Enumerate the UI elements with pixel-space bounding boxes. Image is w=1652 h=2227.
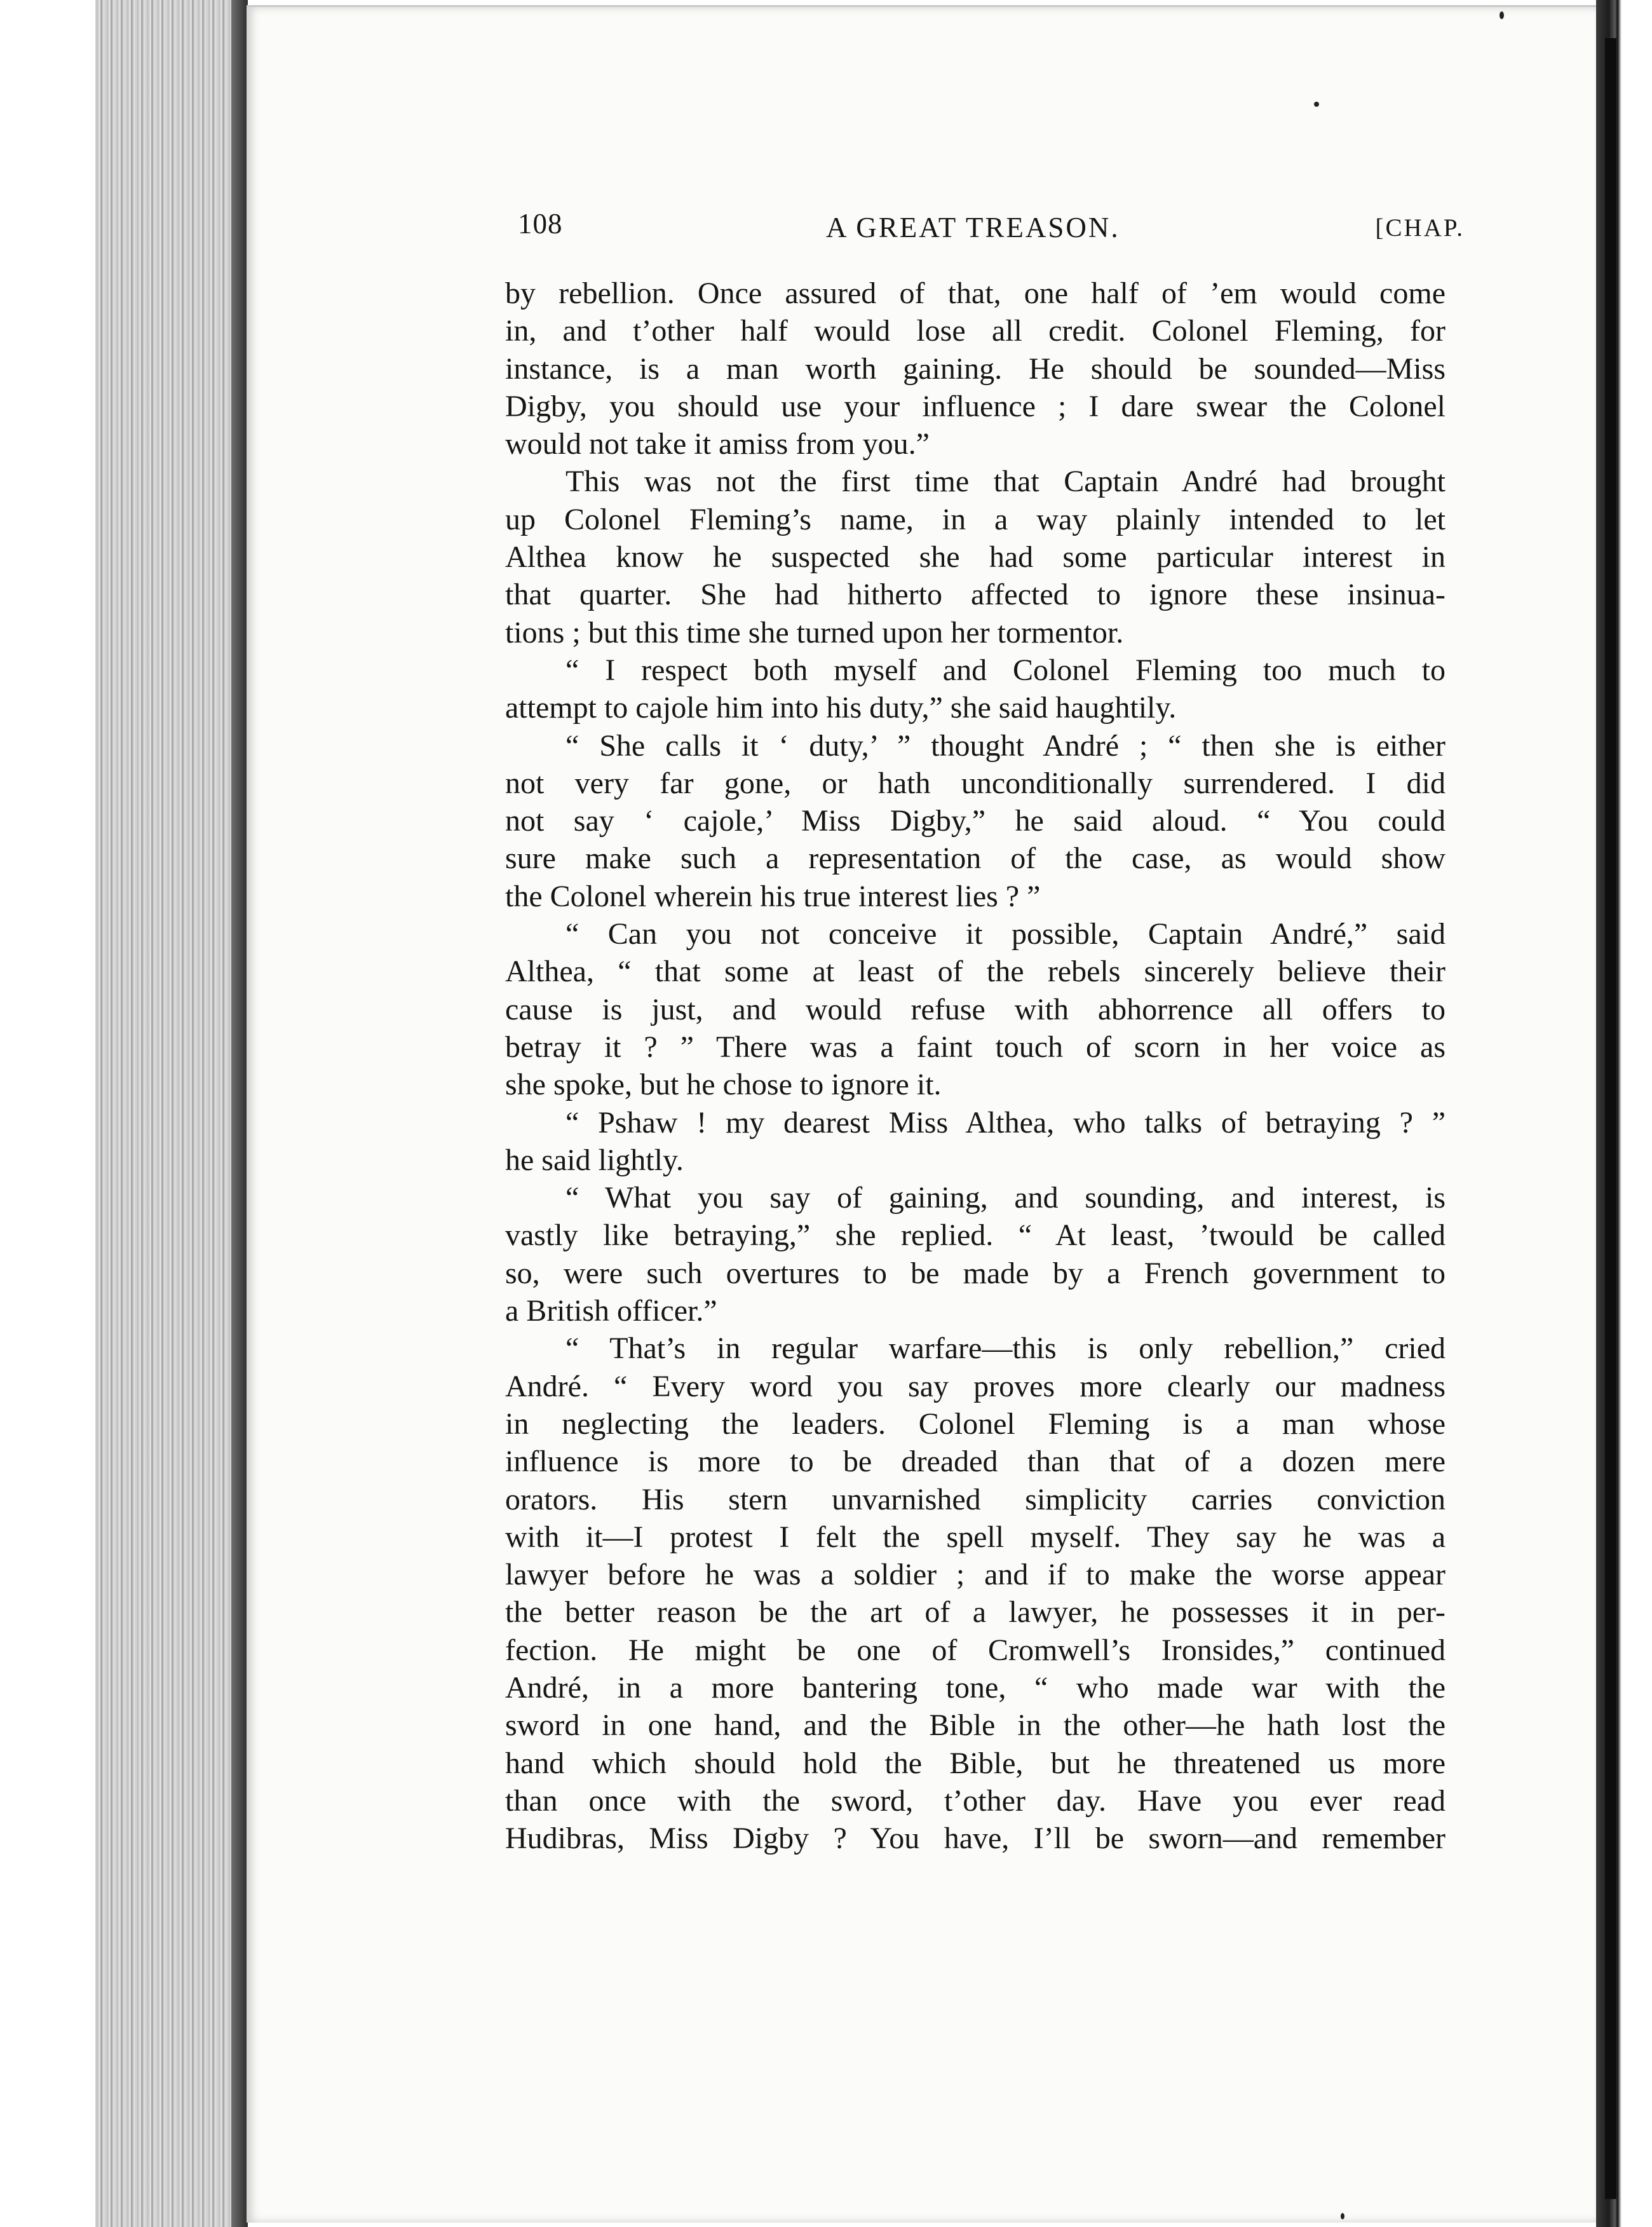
text-line: not say ‘ cajole,’ Miss Digby,” he said aloud. “ You could (505, 804, 1446, 838)
text-line: fection. He might be one of Cromwell’s Ironsides,” continued (505, 1633, 1446, 1667)
text-line: the Colonel wherein his true interest lies ? ” (505, 879, 1041, 913)
text-line: lawyer before he was a soldier ; and if to make the worse appear (505, 1558, 1446, 1592)
scan-speck (1500, 11, 1504, 19)
text-line: sword in one hand, and the Bible in the other—he hath lost the (505, 1708, 1446, 1743)
running-head (518, 202, 1465, 253)
text-line: cause is just, and would refuse with abhorrence all offers to (505, 992, 1446, 1026)
text-line: “ That’s in regular warfare—this is only rebellion,” cried (565, 1331, 1446, 1366)
chapter-abbreviation: [CHAP. (1375, 214, 1465, 242)
text-line: “ Can you not conceive it possible, Captain André,” said (565, 917, 1446, 951)
text-line: attempt to cajole him into his duty,” she said haughtily. (505, 691, 1177, 725)
text-line: vastly like betraying,” she replied. “ At least, ’twould be called (505, 1218, 1446, 1253)
text-line: by rebellion. Once assured of that, one half of ’em would come (505, 276, 1446, 310)
text-line: André, in a more bantering tone, “ who made war with the (505, 1670, 1446, 1705)
text-line: “ Pshaw ! my dearest Miss Althea, who talks of betraying ? ” (565, 1105, 1446, 1140)
text-line: Hudibras, Miss Digby ? You have, I’ll be sworn—and remember (505, 1822, 1446, 1856)
text-line: so, were such overtures to be made by a French government to (505, 1256, 1446, 1290)
text-line: betray it ? ” There was a faint touch of scorn in her voice as (505, 1030, 1446, 1064)
text-line: not very far gone, or hath unconditionally surrendered. I did (505, 766, 1446, 800)
text-line: with it—I protest I felt the spell myself. They say he was a (505, 1520, 1446, 1554)
text-line: sure make such a representation of the case, as would show (505, 841, 1446, 876)
text-line: hand which should hold the Bible, but he threatened us more (505, 1746, 1446, 1780)
text-line: in, and t’other half would lose all credit. Colonel Fleming, for (505, 314, 1446, 348)
text-line: than once with the sword, t’other day. Have you ever read (505, 1783, 1446, 1818)
text-line: a British officer.” (505, 1294, 717, 1328)
text-line: would not take it amiss from you.” (505, 427, 930, 461)
text-line: This was not the first time that Captain André had brought (565, 465, 1446, 499)
text-line: he said lightly. (505, 1143, 684, 1177)
text-line: influence is more to be dreaded than that of a dozen mere (505, 1445, 1446, 1479)
text-line: Digby, you should use your influence ; I dare swear the Colonel (505, 389, 1446, 423)
text-line: André. “ Every word you say proves more clearly our madness (505, 1369, 1446, 1403)
page-body-text (505, 275, 1446, 1857)
text-line: the better reason be the art of a lawyer, he possesses it in per- (505, 1595, 1446, 1630)
page-stack-left-edge (95, 0, 248, 2227)
text-line: up Colonel Fleming’s name, in a way plainly intended to let (505, 502, 1446, 536)
running-title: A GREAT TREASON. (826, 212, 1120, 243)
text-line: that quarter. She had hitherto affected to ignore these insinua- (505, 578, 1446, 612)
page-stack-right-edge (1596, 0, 1652, 2227)
page-number: 108 (518, 208, 563, 240)
text-line: “ What you say of gaining, and sounding, and interest, is (565, 1181, 1446, 1215)
text-line: “ She calls it ‘ duty,’ ” thought André ; “ then she is either (565, 728, 1446, 763)
text-line: Althea know he suspected she had some particular interest in (505, 540, 1446, 575)
text-line: Althea, “ that some at least of the rebels sincerely believe their (505, 955, 1446, 989)
text-line: tions ; but this time she turned upon her tormentor. (505, 615, 1124, 650)
scan-speck (1314, 102, 1319, 107)
text-line: “ I respect both myself and Colonel Fleming too much to (565, 653, 1446, 687)
text-line: she spoke, but he chose to ignore it. (505, 1068, 942, 1102)
text-line: orators. His stern unvarnished simplicity carries conviction (505, 1482, 1446, 1516)
scan-speck (1341, 2213, 1344, 2219)
text-line: instance, is a man worth gaining. He should be sounded—Miss (505, 351, 1446, 386)
text-line: in neglecting the leaders. Colonel Fleming is a man whose (505, 1406, 1446, 1441)
